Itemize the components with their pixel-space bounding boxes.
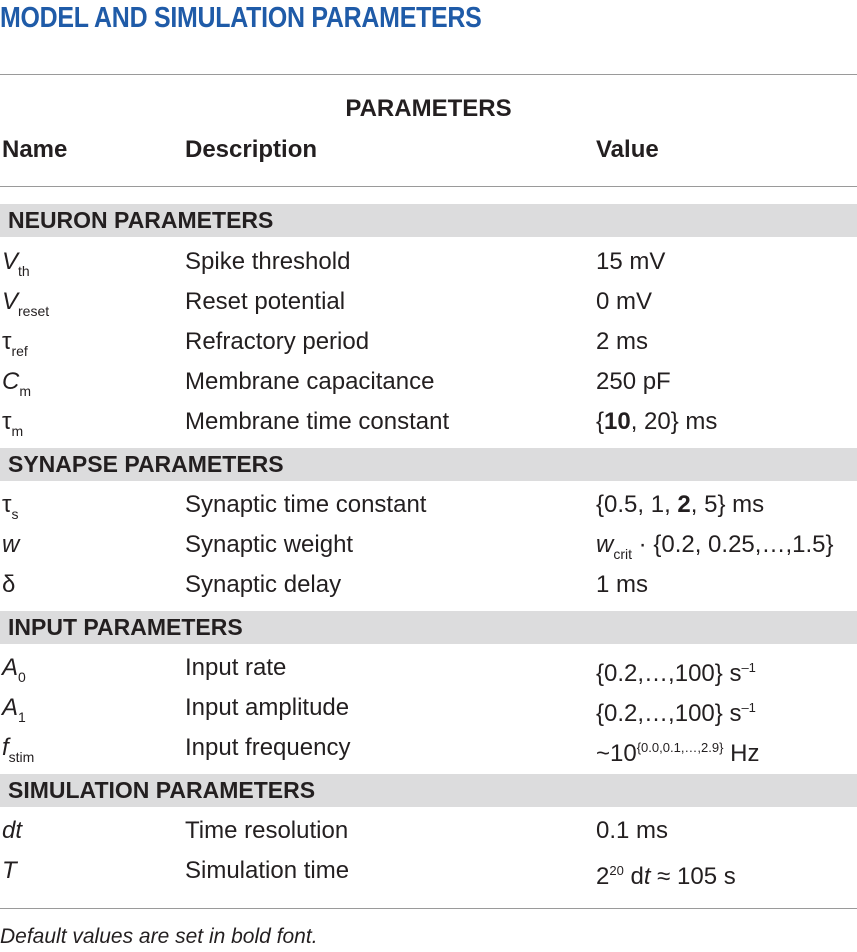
param-description: Spike threshold	[185, 248, 351, 275]
table-row	[0, 485, 857, 525]
param-symbol: $V_{reset}$	[2, 288, 50, 319]
param-symbol: $C_m$	[2, 368, 32, 399]
param-description: Time resolution	[185, 817, 349, 844]
param-value: 2 ms	[596, 328, 649, 355]
param-value: 1 ms	[596, 571, 649, 598]
param-symbol: $f_{stim}$	[2, 734, 35, 765]
table-row	[0, 242, 857, 282]
param-symbol: $A_0$	[2, 654, 26, 685]
param-description: Membrane capacitance	[185, 368, 435, 395]
table-row	[0, 728, 857, 768]
section-simulation-parameters: SIMULATION PARAMETERS	[0, 774, 857, 807]
param-description: Simulation time	[185, 857, 350, 884]
table-bottom-rule	[0, 908, 857, 909]
param-description: Synaptic weight	[185, 531, 354, 558]
table-top-rule	[0, 74, 857, 75]
param-value: {0.5, 1, 2, 5} ms	[596, 491, 765, 518]
table-row	[0, 525, 857, 565]
section-neuron-parameters: NEURON PARAMETERS	[0, 204, 857, 237]
param-value: 0 mV	[596, 288, 653, 315]
table-row	[0, 811, 857, 851]
page-title: MODEL AND SIMULATION PARAMETERS	[0, 2, 482, 34]
param-symbol: δ	[2, 571, 16, 598]
table-title: PARAMETERS	[345, 95, 512, 122]
param-description: Reset potential	[185, 288, 346, 315]
table-row	[0, 688, 857, 728]
param-symbol: $V_{th}$	[2, 248, 30, 279]
param-value: 250 pF	[596, 368, 671, 395]
param-value: $\sim 10^{\{0.0,0.1,\dots,2.9\}}$ Hz	[596, 740, 760, 767]
table-row	[0, 648, 857, 688]
param-description: Membrane time constant	[185, 408, 450, 435]
column-header-value: Value	[596, 136, 659, 163]
column-header-description: Description	[185, 136, 318, 163]
table-row	[0, 322, 857, 362]
section-synapse-parameters: SYNAPSE PARAMETERS	[0, 448, 857, 481]
param-description: Input amplitude	[185, 694, 350, 721]
param-value: $w_{crit} \cdot \{0.2$, 0.25,…,1.5}	[596, 531, 834, 562]
param-symbol: w	[2, 531, 20, 558]
param-symbol: $\tau_m$	[2, 408, 24, 439]
param-description: Input rate	[185, 654, 287, 681]
footnote: Default values are set in bold font.	[0, 925, 318, 948]
param-symbol: $\tau_{ref}$	[2, 328, 28, 359]
table-row	[0, 851, 857, 891]
table-row	[0, 402, 857, 442]
param-value: {0.2,…,100} $s^{-1}$	[596, 700, 756, 727]
param-value: 0.1 ms	[596, 817, 669, 844]
header-bottom-rule	[0, 186, 857, 187]
param-symbol: $\tau_s$	[2, 491, 19, 522]
column-header-name: Name	[2, 136, 68, 163]
param-description: Synaptic time constant	[185, 491, 427, 518]
param-value: {0.2,…,100} $s^{-1}$	[596, 660, 756, 687]
param-value: 15 mV	[596, 248, 666, 275]
param-value: $2^{20}$ dt ≈ 105 s	[596, 863, 736, 890]
param-value: {10, 20} ms	[596, 408, 718, 435]
param-symbol: dt	[2, 817, 23, 844]
param-symbol: $A_1$	[2, 694, 26, 725]
table-row	[0, 565, 857, 605]
table-row	[0, 362, 857, 402]
param-description: Refractory period	[185, 328, 370, 355]
table-row	[0, 282, 857, 322]
param-description: Synaptic delay	[185, 571, 342, 598]
param-description: Input frequency	[185, 734, 351, 761]
param-symbol: T	[2, 857, 17, 884]
section-input-parameters: INPUT PARAMETERS	[0, 611, 857, 644]
